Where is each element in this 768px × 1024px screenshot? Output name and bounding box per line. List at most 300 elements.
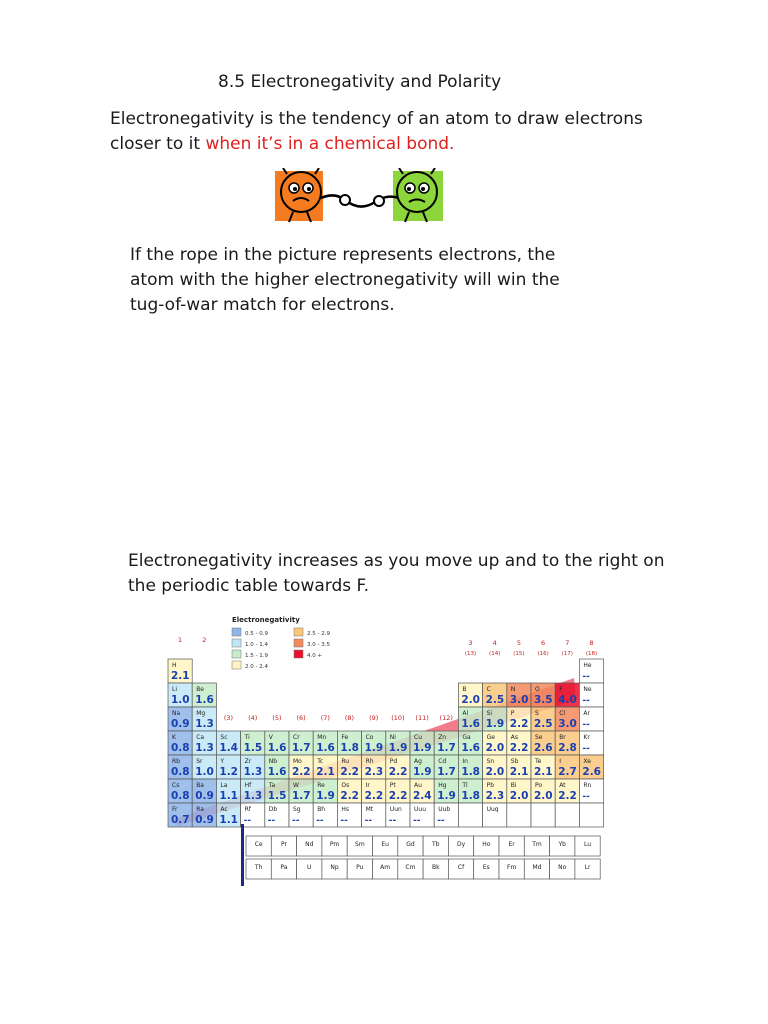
element-cell-bg — [507, 803, 531, 827]
element-symbol: Bi — [510, 782, 517, 789]
element-cell — [507, 779, 531, 803]
electronegativity-value: 1.5 — [267, 790, 287, 802]
electronegativity-value: 2.2 — [509, 718, 529, 730]
electronegativity-value: 2.2 — [364, 790, 384, 802]
lanthanide-cell — [271, 836, 296, 856]
element-cell — [265, 779, 289, 803]
electronegativity-value: -- — [340, 816, 348, 826]
electronegativity-value: -- — [582, 720, 590, 730]
electronegativity-value: 1.9 — [413, 742, 432, 754]
element-cell — [579, 683, 603, 707]
electronegativity-value: 0.9 — [195, 790, 214, 802]
periodic-table-figure — [164, 612, 604, 888]
element-symbol: Ag — [414, 758, 422, 765]
element-symbol: K — [172, 734, 176, 741]
electronegativity-value: -- — [582, 696, 590, 706]
element-cell — [410, 779, 434, 803]
element-cell — [216, 803, 240, 827]
electronegativity-value: 1.3 — [243, 766, 263, 778]
element-symbol: F — [559, 686, 563, 693]
element-symbol: Tc — [317, 758, 324, 765]
element-symbol: Dy — [456, 841, 466, 848]
lanthanide-cell — [524, 836, 549, 856]
element-symbol: Mo — [293, 758, 302, 765]
element-cell-bg — [531, 803, 555, 827]
element-symbol: Pu — [356, 864, 364, 871]
electronegativity-value: 2.3 — [364, 766, 384, 778]
electronegativity-value: 1.5 — [243, 742, 263, 754]
element-cell — [192, 803, 216, 827]
actinide-cell — [271, 859, 296, 879]
rope-paragraph: If the rope in the picture represents electrons, the atom with the higher electronegativity will win the tug-of-war match for electrons. — [130, 245, 560, 315]
element-symbol: Nd — [305, 841, 314, 848]
electronegativity-value: 1.3 — [195, 742, 214, 754]
electronegativity-value: 2.1 — [534, 766, 553, 778]
element-symbol: Ni — [389, 734, 396, 741]
element-cell — [531, 803, 555, 827]
electronegativity-value: -- — [316, 816, 324, 826]
element-symbol: Sr — [196, 758, 203, 765]
lanthanide-cell — [474, 836, 499, 856]
element-symbol: Os — [341, 782, 350, 789]
electronegativity-value: 0.9 — [195, 814, 214, 826]
group-number: (12) — [439, 714, 453, 722]
element-symbol: Mt — [365, 806, 374, 813]
electronegativity-value: 1.9 — [413, 766, 432, 778]
element-symbol: Fe — [341, 734, 349, 741]
group-number-sub: (13) — [464, 651, 477, 657]
element-cell — [241, 755, 265, 779]
element-symbol: Nb — [268, 758, 278, 765]
actinide-cell — [398, 859, 423, 879]
element-cell — [458, 803, 482, 827]
element-symbol: Uuq — [486, 806, 499, 813]
element-cell — [289, 803, 313, 827]
electronegativity-value: -- — [437, 816, 445, 826]
element-cell — [531, 731, 555, 755]
actinide-cell — [246, 859, 271, 879]
element-cell — [434, 731, 458, 755]
element-cell — [579, 803, 603, 827]
lanthanide-cell — [297, 836, 322, 856]
group-number-sub: (16) — [537, 651, 549, 657]
element-symbol: La — [220, 782, 228, 789]
element-cell — [337, 779, 361, 803]
element-symbol: Cu — [414, 734, 422, 741]
electronegativity-value: 3.0 — [509, 694, 529, 706]
electronegativity-value: 1.0 — [171, 694, 190, 706]
element-cell — [337, 803, 361, 827]
electronegativity-value: 2.1 — [171, 670, 190, 682]
group-number-sub: (15) — [513, 651, 525, 657]
group-number-sub: (14) — [489, 651, 501, 657]
element-symbol: Ru — [341, 758, 350, 765]
group-number: 4 — [492, 639, 497, 647]
electronegativity-value: 2.3 — [485, 790, 505, 802]
element-symbol: Al — [462, 710, 469, 717]
element-symbol: Ge — [486, 734, 495, 741]
element-symbol: Si — [486, 710, 493, 717]
element-symbol: Zn — [438, 734, 447, 741]
electronegativity-value: 2.8 — [558, 742, 577, 754]
legend-label: 4.0 + — [307, 653, 323, 659]
electronegativity-value: 4.0 — [558, 694, 577, 706]
element-cell — [555, 803, 579, 827]
element-cell — [507, 803, 531, 827]
element-symbol: Ac — [220, 806, 228, 813]
element-cell — [483, 803, 507, 827]
element-symbol: Cs — [172, 782, 180, 789]
legend-swatch — [232, 628, 241, 636]
element-cell — [507, 731, 531, 755]
element-symbol: Y — [220, 758, 225, 765]
element-cell-bg — [579, 803, 603, 827]
electronegativity-value: 1.7 — [292, 790, 311, 802]
group-number: 3 — [468, 639, 473, 647]
element-symbol: Np — [330, 864, 339, 871]
element-symbol: Cm — [405, 864, 416, 871]
element-symbol: He — [583, 662, 592, 669]
element-symbol: No — [558, 864, 567, 871]
group-number: (5) — [272, 714, 282, 722]
element-symbol: Se — [535, 734, 543, 741]
legend-label: 3.0 - 3.5 — [307, 642, 330, 648]
electronegativity-value: 1.6 — [267, 766, 287, 778]
element-cell — [579, 755, 603, 779]
element-symbol: Ne — [583, 686, 592, 693]
element-cell — [579, 779, 603, 803]
electronegativity-value: 2.6 — [582, 766, 602, 778]
element-symbol: Pd — [389, 758, 398, 765]
element-cell — [458, 755, 482, 779]
element-symbol: B — [462, 686, 467, 693]
tug-of-war-image — [265, 168, 465, 226]
actinide-cell — [448, 859, 473, 879]
electronegativity-value: -- — [582, 672, 590, 682]
intro-highlight: when it’s in a chemical bond. — [205, 134, 455, 154]
element-cell — [362, 731, 386, 755]
element-symbol: Kr — [583, 734, 590, 741]
electronegativity-value: -- — [582, 792, 590, 802]
group-number-sub: (18) — [585, 651, 598, 657]
element-symbol: Pr — [280, 841, 287, 848]
electronegativity-value: 1.2 — [219, 766, 239, 778]
element-cell — [483, 683, 507, 707]
element-cell — [289, 755, 313, 779]
element-symbol: Ir — [365, 782, 370, 789]
electronegativity-value: 2.0 — [485, 742, 505, 754]
element-symbol: Ta — [268, 782, 276, 789]
element-symbol: Uun — [389, 806, 402, 813]
element-cell — [192, 707, 216, 731]
actinide-cell — [373, 859, 398, 879]
element-cell — [241, 803, 265, 827]
element-cell — [386, 755, 410, 779]
electronegativity-value: 1.1 — [219, 790, 239, 802]
element-cell-bg — [458, 803, 482, 827]
legend-swatch — [294, 650, 303, 658]
element-cell — [555, 683, 579, 707]
element-symbol: Fm — [507, 864, 517, 871]
electronegativity-value: 2.2 — [388, 790, 408, 802]
element-symbol: Cf — [457, 864, 465, 871]
actinide-cell — [524, 859, 549, 879]
electronegativity-value: 2.1 — [509, 766, 529, 778]
electronegativity-value: 1.4 — [219, 742, 239, 754]
intro-text: Electronegativity is the tendency of an atom to draw electrons closer to it — [110, 109, 643, 154]
element-symbol: Ca — [196, 734, 205, 741]
element-symbol: Co — [365, 734, 374, 741]
element-cell — [507, 707, 531, 731]
legend-swatch — [232, 650, 241, 658]
element-symbol: Tb — [432, 841, 440, 848]
group-number: (4) — [248, 714, 258, 722]
lanthanide-cell — [448, 836, 473, 856]
electronegativity-value: 1.7 — [292, 742, 311, 754]
element-cell — [168, 803, 192, 827]
element-symbol: Db — [268, 806, 278, 813]
element-cell — [362, 779, 386, 803]
electronegativity-value: 2.5 — [534, 718, 553, 730]
element-symbol: Sg — [293, 806, 301, 813]
element-symbol: Pb — [486, 782, 495, 789]
element-cell — [507, 683, 531, 707]
electronegativity-value: 2.2 — [558, 790, 577, 802]
element-symbol: Tl — [462, 782, 468, 789]
legend-swatch — [232, 639, 241, 647]
electronegativity-value: 1.7 — [437, 742, 456, 754]
element-symbol: Hg — [438, 782, 447, 789]
electronegativity-value: 1.6 — [267, 742, 287, 754]
element-symbol: U — [307, 864, 312, 871]
element-cell — [289, 779, 313, 803]
element-symbol: W — [293, 782, 299, 789]
element-cell — [192, 683, 216, 707]
f-block-connector — [241, 824, 244, 886]
element-symbol: V — [268, 734, 273, 741]
electronegativity-value: 2.6 — [534, 742, 553, 754]
electronegativity-value: 2.0 — [534, 790, 553, 802]
page-title: 8.5 Electronegativity and Polarity — [218, 72, 502, 92]
element-cell — [216, 779, 240, 803]
element-cell — [579, 707, 603, 731]
element-symbol: Ba — [196, 782, 204, 789]
electronegativity-value: 2.5 — [485, 694, 505, 706]
element-symbol: Uub — [438, 806, 451, 813]
legend-swatch — [294, 639, 303, 647]
electronegativity-value: 1.9 — [316, 790, 335, 802]
electronegativity-value: -- — [364, 816, 373, 826]
element-symbol: Ga — [462, 734, 471, 741]
element-symbol: Pa — [280, 864, 288, 871]
element-cell — [313, 755, 337, 779]
element-symbol: Sb — [510, 758, 519, 765]
group-number: (11) — [415, 714, 429, 722]
element-cell — [458, 683, 482, 707]
electronegativity-value: 1.0 — [195, 766, 214, 778]
legend-label: 2.5 - 2.9 — [307, 631, 330, 637]
electronegativity-value: 1.6 — [461, 718, 481, 730]
actinide-cell — [550, 859, 575, 879]
group-number: (10) — [391, 714, 405, 722]
element-cell — [555, 707, 579, 731]
element-cell — [386, 779, 410, 803]
group-number: (9) — [369, 714, 379, 722]
actinide-cell — [575, 859, 600, 879]
element-symbol: Gd — [406, 841, 415, 848]
element-symbol: Rh — [365, 758, 374, 765]
electronegativity-value: 1.3 — [195, 718, 214, 730]
element-symbol: O — [535, 686, 540, 693]
element-symbol: Pm — [329, 841, 340, 848]
element-cell — [241, 731, 265, 755]
element-symbol: Rn — [583, 782, 592, 789]
element-cell — [168, 731, 192, 755]
element-symbol: S — [535, 710, 539, 717]
element-symbol: Ar — [583, 710, 590, 717]
element-cell — [555, 755, 579, 779]
group-number: 8 — [589, 639, 594, 647]
group-number: (8) — [344, 714, 355, 722]
electronegativity-value: -- — [292, 816, 300, 826]
element-cell — [216, 755, 240, 779]
element-symbol: N — [510, 686, 516, 693]
element-cell — [362, 803, 386, 827]
element-symbol: Po — [535, 782, 543, 789]
legend-label: 1.0 - 1.4 — [245, 642, 268, 648]
lanthanide-cell — [246, 836, 271, 856]
actinide-cell — [499, 859, 524, 879]
element-symbol: Bh — [317, 806, 326, 813]
element-symbol: Cl — [559, 710, 566, 717]
element-symbol: Md — [532, 864, 542, 871]
element-cell — [289, 731, 313, 755]
element-cell — [265, 731, 289, 755]
element-cell — [531, 707, 555, 731]
element-symbol: Ti — [244, 734, 250, 741]
electronegativity-value: 2.1 — [316, 766, 335, 778]
element-symbol: Rf — [244, 806, 251, 813]
element-cell — [362, 755, 386, 779]
element-symbol: C — [486, 686, 491, 693]
electronegativity-value: -- — [243, 816, 252, 826]
element-cell — [579, 731, 603, 755]
element-cell — [337, 731, 361, 755]
electronegativity-value: 2.0 — [485, 766, 505, 778]
electronegativity-value: 2.4 — [413, 790, 432, 802]
element-symbol: Lu — [584, 841, 592, 848]
element-symbol: Xe — [583, 758, 591, 765]
element-cell — [192, 731, 216, 755]
element-cell-bg — [555, 803, 579, 827]
element-symbol: Na — [172, 710, 181, 717]
element-cell — [192, 779, 216, 803]
element-symbol: P — [510, 710, 515, 717]
element-symbol: Ra — [196, 806, 204, 813]
element-cell — [313, 803, 337, 827]
element-cell — [313, 779, 337, 803]
element-symbol: In — [462, 758, 468, 765]
element-cell — [458, 731, 482, 755]
element-symbol: Br — [559, 734, 566, 741]
electronegativity-value: 3.0 — [558, 718, 577, 730]
element-symbol: Yb — [558, 841, 566, 848]
electronegativity-value: 1.6 — [195, 694, 214, 706]
actinide-cell — [322, 859, 347, 879]
electronegativity-value: 2.2 — [388, 766, 408, 778]
legend-swatch — [294, 628, 303, 636]
element-symbol: Be — [196, 686, 205, 693]
electronegativity-value: 1.9 — [485, 718, 505, 730]
electronegativity-value: 1.6 — [316, 742, 335, 754]
legend-label: 1.5 - 1.9 — [245, 653, 268, 659]
lanthanide-cell — [550, 836, 575, 856]
lanthanide-cell — [423, 836, 448, 856]
element-cell — [241, 779, 265, 803]
lanthanide-cell — [398, 836, 423, 856]
element-symbol: Re — [317, 782, 325, 789]
element-symbol: I — [559, 758, 561, 765]
element-symbol: Pt — [389, 782, 396, 789]
element-cell — [483, 779, 507, 803]
actinide-cell — [423, 859, 448, 879]
lanthanide-cell — [347, 836, 372, 856]
element-symbol: Mn — [317, 734, 327, 741]
element-cell — [337, 755, 361, 779]
element-symbol: Lr — [584, 864, 591, 871]
element-cell — [434, 779, 458, 803]
electronegativity-value: 0.8 — [171, 790, 190, 802]
element-cell — [483, 731, 507, 755]
electronegativity-value: 1.8 — [461, 790, 481, 802]
element-cell — [386, 803, 410, 827]
element-cell — [410, 803, 434, 827]
electronegativity-value: 3.5 — [534, 694, 553, 706]
element-cell — [531, 755, 555, 779]
legend-title: Electronegativity — [232, 616, 300, 624]
group-number: 5 — [516, 639, 521, 647]
element-symbol: Hs — [341, 806, 350, 813]
electronegativity-value: -- — [267, 816, 276, 826]
element-symbol: Li — [172, 686, 178, 693]
element-symbol: Eu — [381, 841, 389, 848]
element-cell — [579, 659, 603, 683]
electronegativity-value: 1.9 — [437, 790, 456, 802]
electronegativity-value: 0.9 — [171, 718, 190, 730]
element-cell — [168, 707, 192, 731]
electronegativity-value: 0.8 — [171, 766, 190, 778]
electronegativity-value: 1.1 — [219, 814, 239, 826]
element-symbol: As — [510, 734, 519, 741]
electronegativity-value: 1.8 — [461, 766, 481, 778]
element-cell — [531, 683, 555, 707]
legend-label: 0.5 - 0.9 — [245, 631, 268, 637]
element-cell — [216, 731, 240, 755]
legend-swatch — [232, 661, 241, 669]
actinide-cell — [474, 859, 499, 879]
electronegativity-value: 1.7 — [437, 766, 456, 778]
element-symbol: Te — [535, 758, 542, 765]
element-symbol: Ho — [482, 841, 491, 848]
electronegativity-value: 2.0 — [461, 694, 481, 706]
electronegativity-value: 2.0 — [509, 790, 529, 802]
element-cell — [483, 707, 507, 731]
electronegativity-value: 0.8 — [171, 742, 190, 754]
element-cell — [555, 779, 579, 803]
electronegativity-value: 2.2 — [292, 766, 311, 778]
f-block-table — [246, 836, 600, 879]
element-cell — [458, 707, 482, 731]
